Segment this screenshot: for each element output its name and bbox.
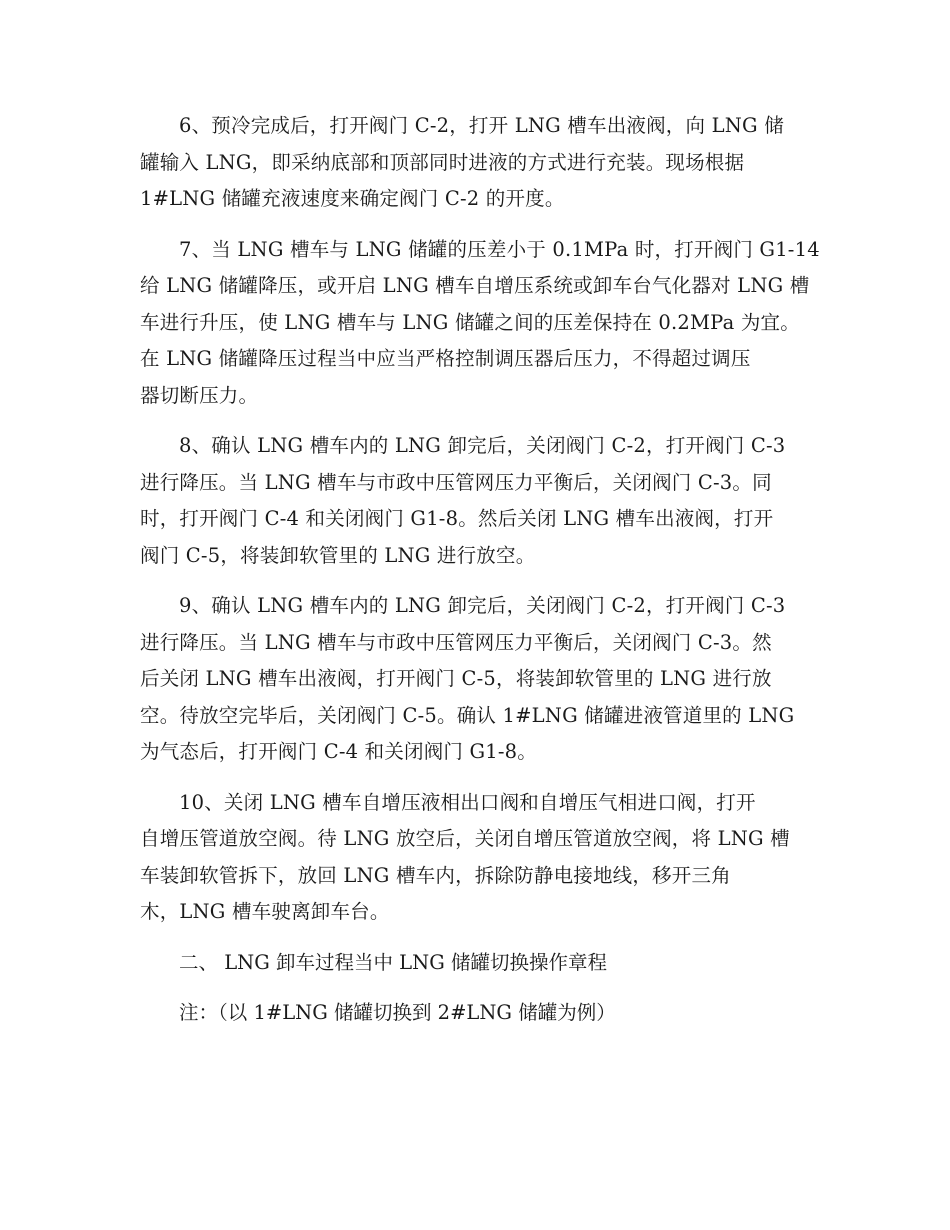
text-line: 车装卸软管拆下，放回 LNG 槽车内，拆除防静电接地线，移开三角 — [140, 863, 731, 887]
paragraph-step-8 — [140, 428, 805, 574]
document-body — [140, 108, 820, 1046]
paragraph-step-9 — [140, 588, 805, 771]
text-line: 木，LNG 槽车驶离卸车台。 — [140, 900, 390, 923]
text-line: 罐输入 LNG，即采纳底部和顶部同时进液的方式进行充装。现场根据 — [140, 150, 745, 174]
text-line: 为气态后，打开阀门 C-4 和关闭阀门 G1-8。 — [140, 740, 537, 763]
text-line: 进行降压。当 LNG 槽车与市政中压管网压力平衡后，关闭阀门 C-3。同 — [140, 470, 772, 494]
text-line: 器切断压力。 — [140, 383, 259, 407]
text-line: 在 LNG 储罐降压过程当中应当严格控制调压器后压力，不得超过调压 — [140, 347, 751, 370]
text-line: 空。待放空完毕后，关闭阀门 C-5。确认 1#LNG 储罐进液管道里的 LNG — [140, 703, 795, 727]
text-line: 进行降压。当 LNG 槽车与市政中压管网压力平衡后，关闭阀门 C-3。然 — [140, 630, 772, 654]
text-line: 8、确认 LNG 槽车内的 LNG 卸完后，关闭阀门 C-2，打开阀门 C-3 — [179, 434, 786, 457]
text-line: 9、确认 LNG 槽车内的 LNG 卸完后，关闭阀门 C-2，打开阀门 C-3 — [179, 594, 786, 617]
text-line: 6、预冷完成后，打开阀门 C-2，打开 LNG 槽车出液阀，向 LNG 储 — [179, 114, 784, 137]
text-line: 后关闭 LNG 槽车出液阀，打开阀门 C-5，将装卸软管里的 LNG 进行放 — [140, 667, 772, 690]
text-line: 10、关闭 LNG 槽车自增压液相出口阀和自增压气相进口阀，打开 — [179, 790, 756, 814]
text-line: 给 LNG 储罐降压，或开启 LNG 槽车自增压系统或卸车台气化器对 LNG 槽 — [140, 274, 810, 297]
section-note: 注：（以 1#LNG 储罐切换到 2#LNG 储罐为例） — [179, 1001, 616, 1024]
paragraph-step-7 — [140, 232, 820, 415]
text-line: 7、当 LNG 槽车与 LNG 储罐的压差小于 0.1MPa 时，打开阀门 G1-14 — [179, 237, 820, 261]
text-line: 车进行升压，使 LNG 槽车与 LNG 储罐之间的压差保持在 0.2MPa 为宜。 — [140, 310, 800, 334]
text-line: 阀门 C-5，将装卸软管里的 LNG 进行放空。 — [140, 543, 536, 567]
text-line: 时，打开阀门 C-4 和关闭阀门 G1-8。然后关闭 LNG 槽车出液阀，打开 — [140, 507, 774, 530]
paragraph-step-6 — [140, 108, 805, 218]
text-line: 1#LNG 储罐充液速度来确定阀门 C-2 的开度。 — [140, 187, 565, 210]
paragraph-step-10 — [140, 785, 805, 931]
section-heading: 二、 LNG 卸车过程当中 LNG 储罐切换操作章程 — [179, 950, 607, 974]
text-line: 自增压管道放空阀。待 LNG 放空后，关闭自增压管道放空阀，将 LNG 槽 — [140, 827, 790, 850]
